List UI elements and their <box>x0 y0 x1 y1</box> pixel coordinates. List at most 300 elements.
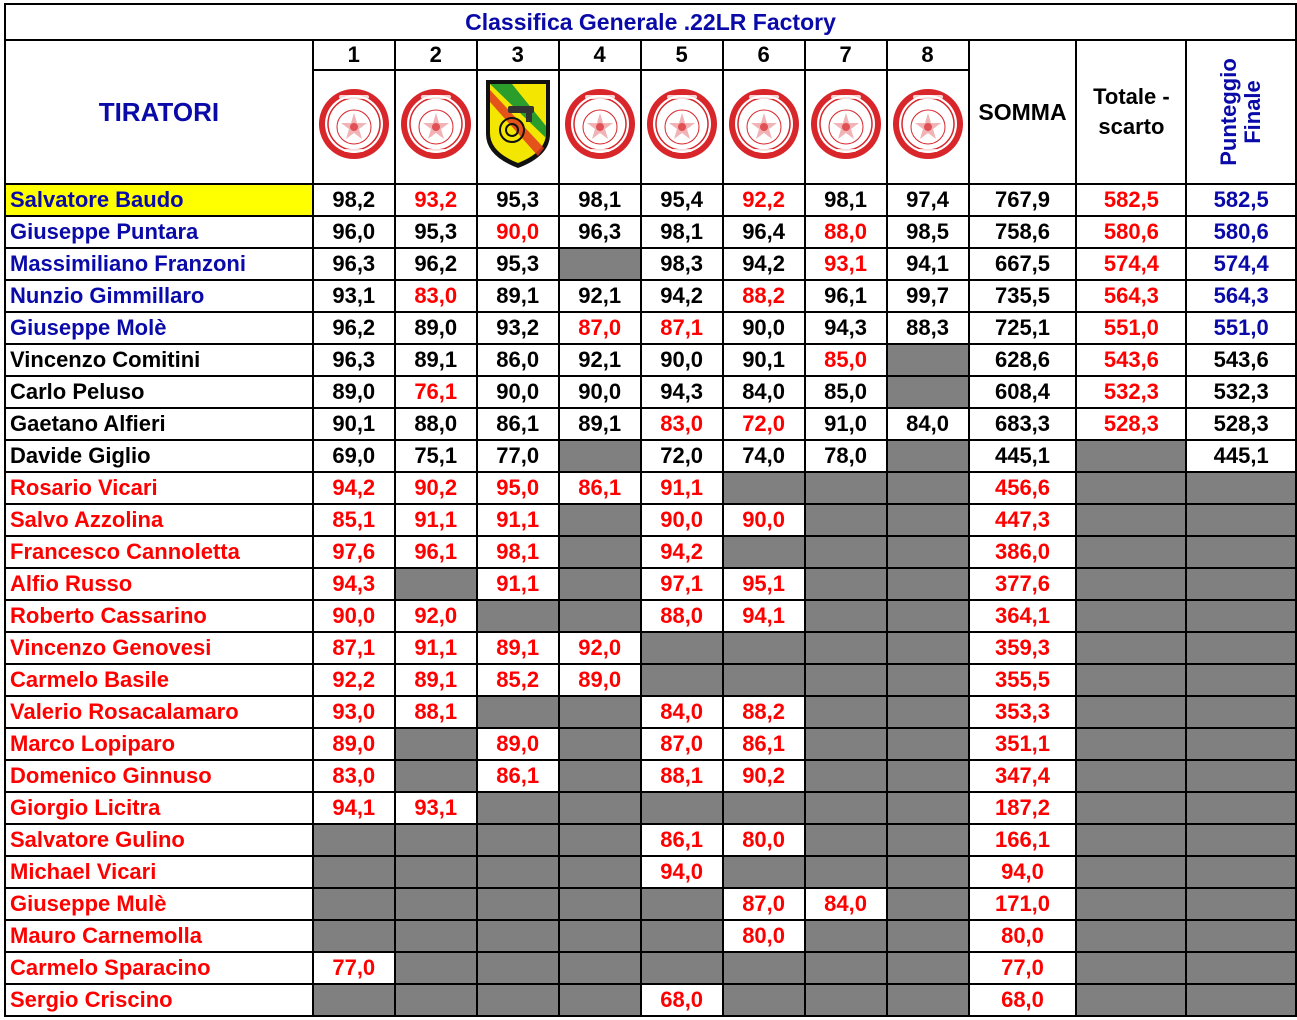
somma-cell: 667,5 <box>969 248 1077 280</box>
club-badge-icon <box>806 87 886 167</box>
score-cell-round-3: 90,0 <box>477 376 559 408</box>
empty-score-cell <box>723 792 805 824</box>
table-row <box>5 920 1296 952</box>
score-cell-round-4: 92,1 <box>559 344 641 376</box>
score-cell-round-1: 90,0 <box>313 600 395 632</box>
somma-cell: 447,3 <box>969 504 1077 536</box>
empty-score-cell <box>477 824 559 856</box>
punteggio-finale-cell: 445,1 <box>1186 440 1296 472</box>
score-cell-round-6: 90,2 <box>723 760 805 792</box>
score-cell-round-6: 74,0 <box>723 440 805 472</box>
empty-score-cell <box>887 344 969 376</box>
logo-cell-4 <box>559 70 641 184</box>
empty-finale-cell <box>1186 632 1296 664</box>
punteggio-finale-cell: 564,3 <box>1186 280 1296 312</box>
empty-score-cell <box>559 760 641 792</box>
score-cell-round-7: 94,3 <box>805 312 887 344</box>
round-header-5: 5 <box>641 40 723 70</box>
empty-score-cell <box>477 952 559 984</box>
score-cell-round-5: 87,1 <box>641 312 723 344</box>
empty-score-cell <box>887 632 969 664</box>
score-cell-round-5: 68,0 <box>641 984 723 1016</box>
shooter-name: Domenico Ginnuso <box>5 760 313 792</box>
score-cell-round-5: 98,3 <box>641 248 723 280</box>
shooter-name: Salvatore Gulino <box>5 824 313 856</box>
empty-score-cell <box>477 792 559 824</box>
empty-totale-cell <box>1076 664 1186 696</box>
empty-score-cell <box>805 856 887 888</box>
score-cell-round-1: 96,0 <box>313 216 395 248</box>
empty-score-cell <box>559 440 641 472</box>
somma-cell: 94,0 <box>969 856 1077 888</box>
somma-cell: 364,1 <box>969 600 1077 632</box>
empty-totale-cell <box>1076 696 1186 728</box>
empty-finale-cell <box>1186 728 1296 760</box>
score-cell-round-5: 94,2 <box>641 280 723 312</box>
score-cell-round-6: 86,1 <box>723 728 805 760</box>
empty-score-cell <box>887 472 969 504</box>
score-cell-round-1: 96,2 <box>313 312 395 344</box>
table-row <box>5 632 1296 664</box>
empty-score-cell <box>887 984 969 1016</box>
empty-score-cell <box>559 696 641 728</box>
shooter-name: Michael Vicari <box>5 856 313 888</box>
logo-cell-3 <box>477 70 559 184</box>
round-header-8: 8 <box>887 40 969 70</box>
score-cell-round-4: 87,0 <box>559 312 641 344</box>
empty-score-cell <box>559 792 641 824</box>
score-cell-round-6: 95,1 <box>723 568 805 600</box>
somma-cell: 351,1 <box>969 728 1077 760</box>
score-cell-round-5: 98,1 <box>641 216 723 248</box>
empty-finale-cell <box>1186 664 1296 696</box>
score-cell-round-4: 89,0 <box>559 664 641 696</box>
shooter-name: Nunzio Gimmillaro <box>5 280 313 312</box>
somma-cell: 683,3 <box>969 408 1077 440</box>
score-cell-round-5: 88,1 <box>641 760 723 792</box>
empty-score-cell <box>887 536 969 568</box>
somma-cell: 445,1 <box>969 440 1077 472</box>
punteggio-finale-cell: 528,3 <box>1186 408 1296 440</box>
score-cell-round-4: 98,1 <box>559 184 641 216</box>
somma-cell: 725,1 <box>969 312 1077 344</box>
club-badge-icon <box>642 87 722 167</box>
finale-label: Finale <box>1240 79 1266 144</box>
empty-score-cell <box>395 888 477 920</box>
empty-score-cell <box>805 600 887 632</box>
score-cell-round-5: 86,1 <box>641 824 723 856</box>
punteggio-finale-cell: 551,0 <box>1186 312 1296 344</box>
score-cell-round-3: 95,3 <box>477 248 559 280</box>
table-row <box>5 504 1296 536</box>
score-cell-round-5: 90,0 <box>641 344 723 376</box>
empty-score-cell <box>395 824 477 856</box>
table-row <box>5 760 1296 792</box>
empty-score-cell <box>395 760 477 792</box>
tiratori-header: TIRATORI <box>5 40 313 184</box>
shooter-name: Carmelo Sparacino <box>5 952 313 984</box>
shooter-name: Carlo Peluso <box>5 376 313 408</box>
empty-score-cell <box>723 536 805 568</box>
score-cell-round-2: 75,1 <box>395 440 477 472</box>
shooter-name: Rosario Vicari <box>5 472 313 504</box>
score-cell-round-6: 90,0 <box>723 312 805 344</box>
empty-score-cell <box>887 600 969 632</box>
shooter-name: Salvatore Baudo <box>5 184 313 216</box>
shooter-name: Davide Giglio <box>5 440 313 472</box>
club-badge-icon <box>314 87 394 167</box>
score-cell-round-3: 86,1 <box>477 760 559 792</box>
punteggio-finale-cell: 532,3 <box>1186 376 1296 408</box>
table-row <box>5 472 1296 504</box>
shooter-name: Vincenzo Comitini <box>5 344 313 376</box>
score-cell-round-7: 88,0 <box>805 216 887 248</box>
score-cell-round-1: 90,1 <box>313 408 395 440</box>
logo-cell-7 <box>805 70 887 184</box>
totale-label: Totale - <box>1093 84 1170 109</box>
score-cell-round-5: 94,2 <box>641 536 723 568</box>
score-cell-round-2: 91,1 <box>395 504 477 536</box>
empty-totale-cell <box>1076 472 1186 504</box>
score-cell-round-6: 94,1 <box>723 600 805 632</box>
empty-totale-cell <box>1076 504 1186 536</box>
score-cell-round-1: 97,6 <box>313 536 395 568</box>
score-cell-round-1: 94,1 <box>313 792 395 824</box>
score-cell-round-2: 96,1 <box>395 536 477 568</box>
empty-score-cell <box>559 952 641 984</box>
score-cell-round-2: 95,3 <box>395 216 477 248</box>
score-cell-round-2: 90,2 <box>395 472 477 504</box>
score-cell-round-6: 88,2 <box>723 696 805 728</box>
score-cell-round-6: 87,0 <box>723 888 805 920</box>
score-cell-round-2: 92,0 <box>395 600 477 632</box>
score-cell-round-8: 98,5 <box>887 216 969 248</box>
totale-scarto-header <box>1076 40 1186 184</box>
empty-score-cell <box>641 632 723 664</box>
empty-score-cell <box>805 696 887 728</box>
table-row <box>5 888 1296 920</box>
empty-score-cell <box>641 888 723 920</box>
somma-cell: 628,6 <box>969 344 1077 376</box>
empty-score-cell <box>477 696 559 728</box>
empty-score-cell <box>559 248 641 280</box>
empty-score-cell <box>395 920 477 952</box>
round-header-4: 4 <box>559 40 641 70</box>
score-cell-round-5: 83,0 <box>641 408 723 440</box>
empty-score-cell <box>805 952 887 984</box>
score-cell-round-1: 87,1 <box>313 632 395 664</box>
somma-cell: 171,0 <box>969 888 1077 920</box>
score-cell-round-3: 90,0 <box>477 216 559 248</box>
somma-cell: 80,0 <box>969 920 1077 952</box>
empty-totale-cell <box>1076 536 1186 568</box>
score-cell-round-2: 96,2 <box>395 248 477 280</box>
punteggio-finale-cell: 580,6 <box>1186 216 1296 248</box>
empty-finale-cell <box>1186 600 1296 632</box>
empty-score-cell <box>887 440 969 472</box>
score-cell-round-4: 96,3 <box>559 216 641 248</box>
score-cell-round-5: 72,0 <box>641 440 723 472</box>
somma-cell: 767,9 <box>969 184 1077 216</box>
empty-score-cell <box>313 920 395 952</box>
empty-totale-cell <box>1076 760 1186 792</box>
punteggio-finale-cell: 543,6 <box>1186 344 1296 376</box>
score-cell-round-7: 98,1 <box>805 184 887 216</box>
table-row <box>5 344 1296 376</box>
punteggio-label: Punteggio <box>1216 57 1242 166</box>
score-cell-round-3: 95,3 <box>477 184 559 216</box>
empty-score-cell <box>313 824 395 856</box>
totale-scarto-cell: 528,3 <box>1076 408 1186 440</box>
empty-score-cell <box>395 856 477 888</box>
empty-finale-cell <box>1186 984 1296 1016</box>
empty-score-cell <box>805 472 887 504</box>
empty-finale-cell <box>1186 792 1296 824</box>
score-cell-round-3: 89,1 <box>477 632 559 664</box>
empty-score-cell <box>887 728 969 760</box>
score-cell-round-2: 83,0 <box>395 280 477 312</box>
empty-score-cell <box>641 920 723 952</box>
score-cell-round-1: 93,0 <box>313 696 395 728</box>
score-cell-round-5: 87,0 <box>641 728 723 760</box>
empty-score-cell <box>313 856 395 888</box>
empty-score-cell <box>805 920 887 952</box>
score-cell-round-1: 94,3 <box>313 568 395 600</box>
score-cell-round-3: 89,1 <box>477 280 559 312</box>
empty-score-cell <box>723 856 805 888</box>
table-row <box>5 312 1296 344</box>
somma-header: SOMMA <box>969 40 1077 184</box>
shooter-name: Valerio Rosacalamaro <box>5 696 313 728</box>
somma-cell: 608,4 <box>969 376 1077 408</box>
empty-score-cell <box>723 664 805 696</box>
empty-score-cell <box>887 504 969 536</box>
empty-score-cell <box>395 568 477 600</box>
score-cell-round-7: 78,0 <box>805 440 887 472</box>
score-cell-round-5: 90,0 <box>641 504 723 536</box>
shooter-name: Gaetano Alfieri <box>5 408 313 440</box>
table-row <box>5 184 1296 216</box>
empty-finale-cell <box>1186 952 1296 984</box>
empty-totale-cell <box>1076 632 1186 664</box>
empty-score-cell <box>559 888 641 920</box>
score-cell-round-3: 91,1 <box>477 504 559 536</box>
score-cell-round-5: 97,1 <box>641 568 723 600</box>
score-cell-round-4: 86,1 <box>559 472 641 504</box>
score-cell-round-2: 89,1 <box>395 344 477 376</box>
empty-score-cell <box>805 824 887 856</box>
score-cell-round-5: 84,0 <box>641 696 723 728</box>
score-cell-round-5: 94,0 <box>641 856 723 888</box>
score-cell-round-1: 85,1 <box>313 504 395 536</box>
empty-finale-cell <box>1186 536 1296 568</box>
shooter-name: Giuseppe Mulè <box>5 888 313 920</box>
somma-cell: 386,0 <box>969 536 1077 568</box>
score-cell-round-2: 93,1 <box>395 792 477 824</box>
empty-totale-cell <box>1076 728 1186 760</box>
score-cell-round-3: 85,2 <box>477 664 559 696</box>
empty-score-cell <box>887 792 969 824</box>
empty-score-cell <box>559 600 641 632</box>
score-cell-round-5: 91,1 <box>641 472 723 504</box>
score-cell-round-1: 83,0 <box>313 760 395 792</box>
empty-score-cell <box>887 856 969 888</box>
logo-cell-2 <box>395 70 477 184</box>
empty-score-cell <box>887 952 969 984</box>
empty-score-cell <box>313 984 395 1016</box>
round-header-7: 7 <box>805 40 887 70</box>
table-row <box>5 248 1296 280</box>
empty-score-cell <box>805 664 887 696</box>
score-cell-round-2: 89,0 <box>395 312 477 344</box>
logo-cell-5 <box>641 70 723 184</box>
table-row <box>5 728 1296 760</box>
empty-score-cell <box>477 984 559 1016</box>
round-header-2: 2 <box>395 40 477 70</box>
empty-score-cell <box>887 696 969 728</box>
score-cell-round-2: 91,1 <box>395 632 477 664</box>
score-cell-round-1: 92,2 <box>313 664 395 696</box>
empty-score-cell <box>477 600 559 632</box>
table-row <box>5 536 1296 568</box>
shooter-name: Vincenzo Genovesi <box>5 632 313 664</box>
score-cell-round-7: 84,0 <box>805 888 887 920</box>
punteggio-finale-cell: 582,5 <box>1186 184 1296 216</box>
empty-finale-cell <box>1186 920 1296 952</box>
shooter-name: Giuseppe Molè <box>5 312 313 344</box>
empty-score-cell <box>641 952 723 984</box>
logo-cell-6 <box>723 70 805 184</box>
score-cell-round-6: 80,0 <box>723 920 805 952</box>
empty-finale-cell <box>1186 472 1296 504</box>
shooter-name: Francesco Cannoletta <box>5 536 313 568</box>
somma-cell: 355,5 <box>969 664 1077 696</box>
totale-scarto-cell: 532,3 <box>1076 376 1186 408</box>
empty-totale-cell <box>1076 824 1186 856</box>
empty-score-cell <box>559 504 641 536</box>
empty-totale-cell <box>1076 920 1186 952</box>
table-row <box>5 856 1296 888</box>
empty-finale-cell <box>1186 888 1296 920</box>
score-cell-round-4: 92,0 <box>559 632 641 664</box>
score-cell-round-3: 89,0 <box>477 728 559 760</box>
score-cell-round-1: 96,3 <box>313 248 395 280</box>
score-cell-round-2: 93,2 <box>395 184 477 216</box>
empty-score-cell <box>887 568 969 600</box>
table-title: Classifica Generale .22LR Factory <box>5 4 1296 40</box>
somma-cell: 456,6 <box>969 472 1077 504</box>
score-cell-round-6: 72,0 <box>723 408 805 440</box>
shooter-name: Mauro Carnemolla <box>5 920 313 952</box>
shooter-name: Marco Lopiparo <box>5 728 313 760</box>
score-cell-round-8: 99,7 <box>887 280 969 312</box>
round-header-1: 1 <box>313 40 395 70</box>
empty-finale-cell <box>1186 504 1296 536</box>
empty-score-cell <box>887 888 969 920</box>
table-row <box>5 440 1296 472</box>
empty-score-cell <box>477 888 559 920</box>
score-cell-round-7: 85,0 <box>805 344 887 376</box>
shooter-name: Roberto Cassarino <box>5 600 313 632</box>
shooter-name: Carmelo Basile <box>5 664 313 696</box>
shooter-name: Salvo Azzolina <box>5 504 313 536</box>
table-row <box>5 600 1296 632</box>
score-cell-round-3: 93,2 <box>477 312 559 344</box>
table-row <box>5 280 1296 312</box>
round-header-6: 6 <box>723 40 805 70</box>
empty-score-cell <box>805 536 887 568</box>
scarto-label: scarto <box>1098 114 1165 139</box>
score-cell-round-2: 88,1 <box>395 696 477 728</box>
score-cell-round-5: 88,0 <box>641 600 723 632</box>
sport-gun-shield-icon <box>478 76 558 178</box>
somma-cell: 758,6 <box>969 216 1077 248</box>
empty-score-cell <box>887 760 969 792</box>
empty-score-cell <box>723 984 805 1016</box>
empty-score-cell <box>559 856 641 888</box>
totale-scarto-cell: 574,4 <box>1076 248 1186 280</box>
empty-score-cell <box>641 792 723 824</box>
empty-score-cell <box>477 856 559 888</box>
punteggio-finale-header <box>1186 40 1296 184</box>
empty-score-cell <box>723 632 805 664</box>
score-cell-round-6: 84,0 <box>723 376 805 408</box>
score-cell-round-3: 86,1 <box>477 408 559 440</box>
score-cell-round-4: 89,1 <box>559 408 641 440</box>
totale-scarto-cell: 582,5 <box>1076 184 1186 216</box>
empty-score-cell <box>805 568 887 600</box>
score-cell-round-6: 92,2 <box>723 184 805 216</box>
club-badge-icon <box>888 87 968 167</box>
logo-cell-1 <box>313 70 395 184</box>
table-row <box>5 824 1296 856</box>
shooter-name: Massimiliano Franzoni <box>5 248 313 280</box>
empty-score-cell <box>887 664 969 696</box>
shooter-name: Sergio Criscino <box>5 984 313 1016</box>
score-cell-round-5: 95,4 <box>641 184 723 216</box>
empty-score-cell <box>559 984 641 1016</box>
empty-totale-cell <box>1076 952 1186 984</box>
shooter-name: Giuseppe Puntara <box>5 216 313 248</box>
empty-score-cell <box>723 472 805 504</box>
score-cell-round-3: 91,1 <box>477 568 559 600</box>
score-cell-round-2: 89,1 <box>395 664 477 696</box>
punteggio-finale-label <box>1217 58 1265 166</box>
empty-finale-cell <box>1186 696 1296 728</box>
empty-totale-cell <box>1076 568 1186 600</box>
empty-score-cell <box>805 984 887 1016</box>
club-badge-icon <box>560 87 640 167</box>
score-cell-round-2: 88,0 <box>395 408 477 440</box>
punteggio-finale-cell: 574,4 <box>1186 248 1296 280</box>
table-row <box>5 792 1296 824</box>
empty-score-cell <box>805 728 887 760</box>
empty-score-cell <box>805 792 887 824</box>
somma-cell: 735,5 <box>969 280 1077 312</box>
score-cell-round-4: 90,0 <box>559 376 641 408</box>
score-cell-round-1: 96,3 <box>313 344 395 376</box>
empty-score-cell <box>887 824 969 856</box>
empty-score-cell <box>559 920 641 952</box>
empty-score-cell <box>559 824 641 856</box>
empty-score-cell <box>313 888 395 920</box>
score-cell-round-8: 88,3 <box>887 312 969 344</box>
empty-score-cell <box>805 632 887 664</box>
empty-score-cell <box>559 536 641 568</box>
score-cell-round-6: 88,2 <box>723 280 805 312</box>
somma-cell: 377,6 <box>969 568 1077 600</box>
somma-cell: 77,0 <box>969 952 1077 984</box>
